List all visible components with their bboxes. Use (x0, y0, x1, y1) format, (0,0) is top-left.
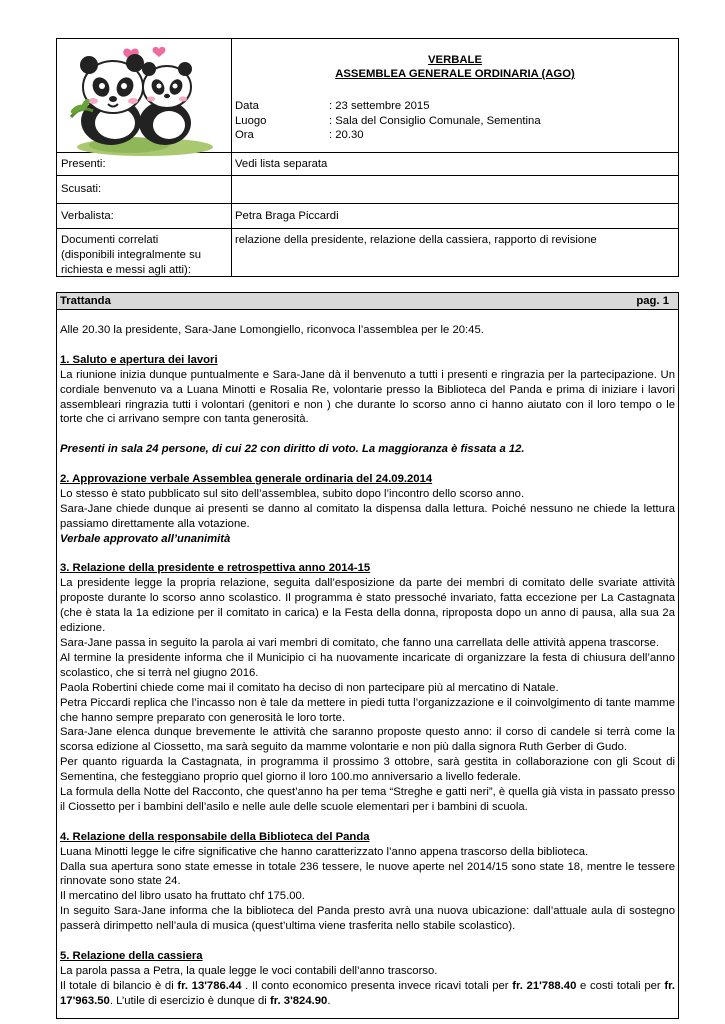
section-header (57, 293, 678, 310)
text-run: . L’utile di esercizio è dunque di (109, 994, 270, 1007)
page-number: pag. 1 (636, 295, 669, 307)
docs-label-line: richiesta e messi agli atti): (61, 263, 191, 276)
section-4-heading: 4. Relazione della responsabile della Biblioteca del Panda (60, 830, 370, 843)
costs-total: fr. 17'963.50 (60, 979, 675, 1007)
section-3-line: Sara-Jane elenca dunque brevemente le attività che saranno proposte questo anno: il corso di candele si terrà come la scorsa edizione al Ciossetto, ma sarà seguito da mamme volontarie e non più dalla signora Ruth Gerber di Gudo. (60, 726, 675, 754)
meta-key: Ora (235, 129, 254, 141)
section-4-line: Dalla sua apertura sono state emesse in totale 236 tessere, le nuove aperte nel 2014/15 sono state 18, mentre le tessere rinnovate sono state 24. (60, 860, 675, 888)
text-run: Il totale di bilancio è di (60, 979, 178, 992)
section-3-heading: 3. Relazione della presidente e retrospettiva anno 2014-15 (60, 562, 371, 575)
section-1-heading: 1. Saluto e apertura dei lavori (60, 353, 218, 366)
section-3-line: Sara-Jane passa in seguito la parola ai vari membri di comitato, che fanno una carrellata delle attività appena trascorse. (60, 636, 660, 649)
minutes-content (60, 323, 675, 1009)
section-3-line: Al termine la presidente informa che il Municipio ci ha nuovamente incaricate di organizzare la festa di chiusura dell’anno scolastico, che si terrà nel giugno 2016. (60, 651, 675, 679)
meta-key: Luogo (235, 114, 267, 127)
meta-value: : Sala del Consiglio Comunale, Sementina (329, 114, 541, 127)
budget-summary (60, 979, 675, 1009)
verbalista-value: Petra Braga Piccardi (235, 210, 339, 222)
row-divider (57, 228, 678, 229)
presenti-value: Vedi lista separata (235, 158, 328, 170)
section-5-heading: 5. Relazione della cassiera (60, 949, 203, 962)
section-3-line: Per quanto riguarda la Castagnata, in programma il prossimo 3 ottobre, sarà gestita in collaborazione con gli Scout di Sementina, che festeggiano proprio quel giorno il loro 100.mo anniversario a livello federale. (60, 756, 675, 784)
verbalista-label: Verbalista: (61, 210, 114, 222)
section-3-line: La formula della Notte del Racconto, che quest’anno ha per tema “Streghe e gatti neri”, è quella già vista in passato presso il Ciossetto per i bambini dell’asilo e nelle aule delle scuole elementari per i bambini di scuola. (60, 786, 675, 813)
row-divider (57, 203, 678, 204)
meta-row-place (235, 114, 541, 129)
section-5-line: La parola passa a Petra, la quale legge le voci contabili dell’anno trascorso. (60, 964, 438, 977)
section-3-line: Petra Piccardi replica che l’incasso non è tale da mettere in piedi tutta l’organizzazione e il coinvolgimento di tante mamme che hanno sempre preparato con generosità le loro torte. (60, 696, 675, 724)
intro-text: Alle 20.30 la presidente, Sara-Jane Lomongiello, riconvoca l’assemblea per le 20:45. (60, 324, 484, 336)
profit-total: fr. 3'824.90 (269, 994, 328, 1007)
attendance-note: Presenti in sala 24 persone, di cui 22 con diritto di voto. La maggioranza è fissata a 12. (60, 443, 525, 456)
section-2-heading: 2. Approvazione verbale Assemblea generale ordinaria del 24.09.2014 (60, 473, 433, 486)
section-3-line: La presidente legge la propria relazione, seguita dall’esposizione da parte dei membri di comitato delle svariate attività proposte durante lo scorso anno scolastico. Il programma è stato pressoché invariato, fatta eccezione per La Castagnata (che è stata la 1a edizione per il comitato in carica) e la Festa della donna, riproposta dopo un anno di pausa, alla sua 2a edizione. (60, 577, 675, 635)
minutes-body (56, 292, 679, 1019)
meta-key: Data (235, 100, 259, 112)
title-line-1: VERBALE (428, 54, 482, 66)
section-2-line: Sara-Jane chiede dunque ai presenti se danno al comitato la dispensa dalla lettura. Poiché nessuno ne chiede la lettura passiamo direttamente alla votazione. (60, 502, 675, 530)
balance-total: fr. 13'786.44 (177, 979, 242, 992)
section-title: Trattanda (60, 295, 111, 307)
section-3-line: Paola Robertini chiede come mai il comitato ha deciso di non partecipare più al mercatino di Natale. (60, 681, 559, 694)
docs-label (61, 233, 201, 278)
meta-row-date (235, 99, 541, 114)
row-divider (57, 175, 678, 176)
section-4-line: Luana Minotti legge le cifre significative che hanno caratterizzato l’anno appena trascorso della biblioteca. (60, 845, 589, 858)
vote-result: Verbale approvato all’unanimità (60, 532, 231, 545)
header-table (56, 38, 679, 277)
text-run: . (327, 994, 331, 1007)
meta-row-time (235, 128, 541, 143)
text-run: e costi totali per (576, 979, 665, 992)
meeting-meta (235, 99, 541, 143)
revenue-total: fr. 21'788.40 (512, 979, 577, 992)
panda-logo (65, 43, 225, 157)
title-line-2: ASSEMBLEA GENERALE ORDINARIA (AGO) (335, 68, 575, 80)
docs-label-line: (disponibili integralmente su (61, 248, 202, 261)
section-2-line: Lo stesso è stato pubblicato sul sito dell’assemblea, subito dopo l’incontro dello scorso anno. (60, 487, 525, 500)
scusati-label: Scusati: (61, 183, 102, 195)
section-4-line: Il mercatino del libro usato ha fruttato chf 175.00. (60, 890, 305, 903)
section-4-line: In seguito Sara-Jane informa che la biblioteca del Panda presto avrà una nuova ubicazione: dall’attuale aula di sostegno passerà dirimpetto nell’aula di musica (quest’ultima viene trasferita nello stabile scolastico). (60, 905, 675, 933)
section-1-text: La riunione inizia dunque puntualmente e Sara-Jane dà il benvenuto a tutti i presenti e ringrazia per la partecipazione. Un cordiale benvenuto va a Luana Minotti e Rosalia Re, volontarie presso la Biblioteca del Panda e prima di iniziare i lavori assembleari ringrazia tutti i volontari (genitori e non ) che durante lo scorso anno ci hanno aiutato con il loro tempo o le torte che ci arrivano sempre con tanta generosità. (60, 368, 675, 426)
presenti-label: Presenti: (61, 158, 106, 170)
docs-value: relazione della presidente, relazione della cassiera, rapporto di revisione (235, 234, 597, 246)
meta-value: : 23 settembre 2015 (329, 100, 430, 112)
docs-label-line: Documenti correlati (61, 234, 159, 246)
meta-value: : 20.30 (329, 129, 364, 141)
text-run: . Il conto economico presenta invece ricavi totali per (241, 979, 513, 992)
document-title (232, 53, 678, 81)
